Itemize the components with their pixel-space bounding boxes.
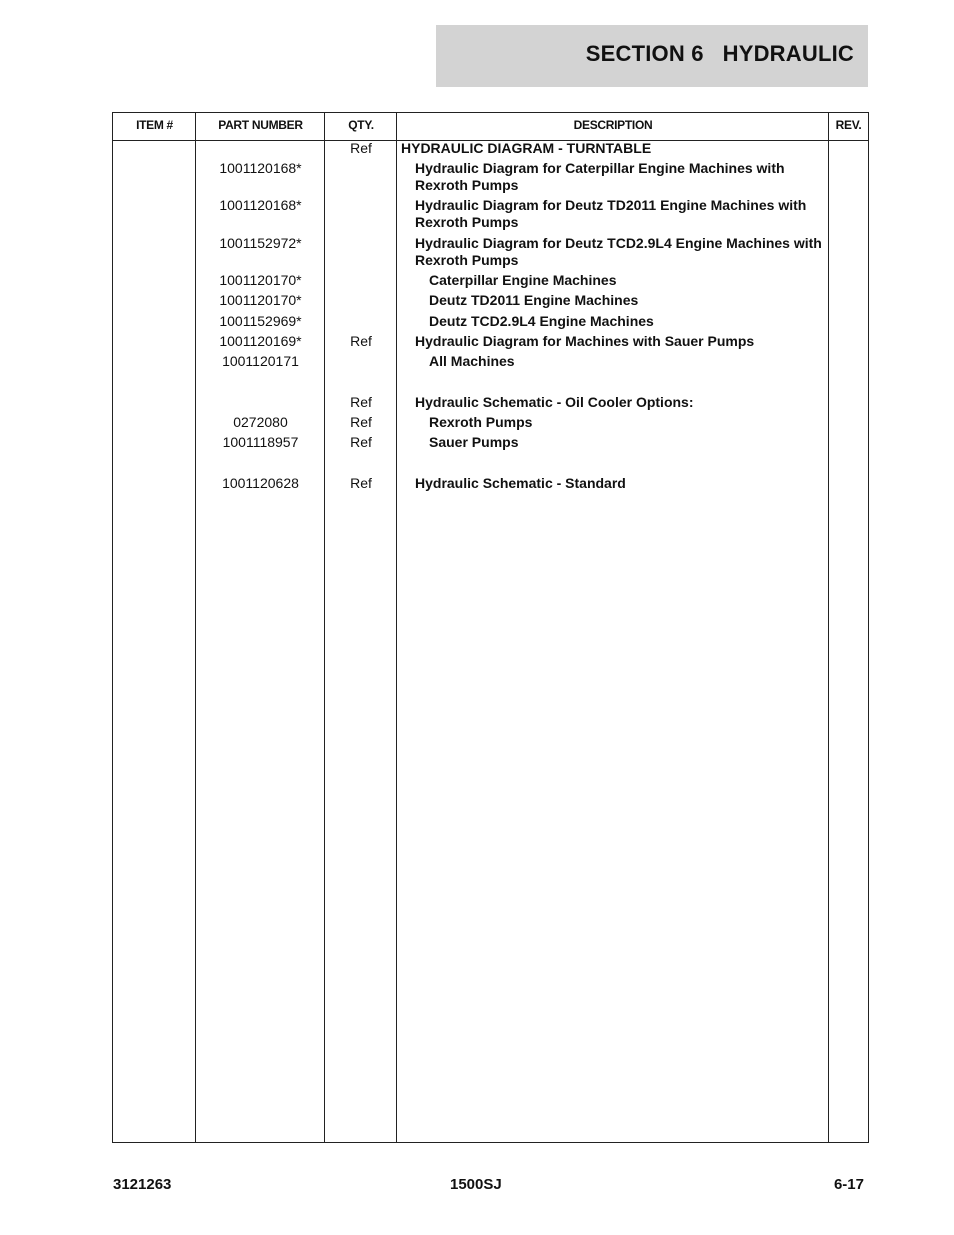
description-cell: All Machines [429, 353, 515, 369]
description-cell: Hydraulic Schematic - Oil Cooler Options: [415, 394, 694, 410]
description-cell: Sauer Pumps [429, 434, 519, 450]
part-number-cell: 1001120171 [222, 353, 299, 369]
qty-cell: Ref [350, 475, 372, 491]
column-divider [396, 113, 397, 1142]
qty-cell: Ref [350, 394, 372, 410]
col-header-qty: QTY. [348, 118, 374, 132]
part-number-cell: 1001120168* [219, 197, 302, 213]
part-number-cell: 0272080 [233, 414, 288, 430]
description-cell: Deutz TCD2.9L4 Engine Machines [429, 313, 654, 329]
qty-cell: Ref [350, 333, 372, 349]
column-divider [324, 113, 325, 1142]
footer-doc-number: 3121263 [113, 1176, 172, 1193]
description-cell: Caterpillar Engine Machines [429, 272, 617, 288]
parts-table [112, 112, 869, 1143]
qty-cell: Ref [350, 414, 372, 430]
part-number-cell: 1001120170* [219, 292, 302, 308]
col-header-part-number: PART NUMBER [218, 118, 303, 132]
description-cell: Hydraulic Diagram for Caterpillar Engine Machines with Rexroth Pumps [415, 160, 785, 193]
part-number-cell: 1001118957 [222, 434, 299, 450]
section-banner [436, 25, 868, 87]
part-number-cell: 1001120168* [219, 160, 302, 176]
column-divider [195, 113, 196, 1142]
footer-page-number: 6-17 [833, 1176, 864, 1193]
description-cell: Hydraulic Schematic - Standard [415, 475, 626, 491]
table-header [113, 113, 868, 141]
col-header-description: DESCRIPTION [573, 118, 653, 132]
part-number-cell: 1001120170* [219, 272, 302, 288]
description-cell: Hydraulic Diagram for Deutz TCD2.9L4 Engine Machines with Rexroth Pumps [415, 235, 822, 268]
qty-cell: Ref [350, 434, 372, 450]
col-header-rev: REV. [835, 118, 862, 132]
description-cell: Deutz TD2011 Engine Machines [429, 292, 639, 308]
col-header-item: ITEM # [136, 118, 173, 132]
description-cell: Hydraulic Diagram for Deutz TD2011 Engine Machines with Rexroth Pumps [415, 197, 807, 230]
part-number-cell: 1001152972* [219, 235, 302, 251]
part-number-cell: 1001120628 [222, 475, 299, 491]
qty-cell: Ref [350, 140, 372, 156]
section-title: SECTION 6 HYDRAULIC [585, 41, 854, 66]
description-cell: Rexroth Pumps [429, 414, 533, 430]
part-number-cell: 1001152969* [219, 313, 302, 329]
description-cell: Hydraulic Diagram for Machines with Sauer Pumps [415, 333, 755, 349]
part-number-cell: 1001120169* [219, 333, 302, 349]
description-cell: HYDRAULIC DIAGRAM - TURNTABLE [401, 140, 652, 156]
footer-model: 1500SJ [450, 1176, 502, 1193]
